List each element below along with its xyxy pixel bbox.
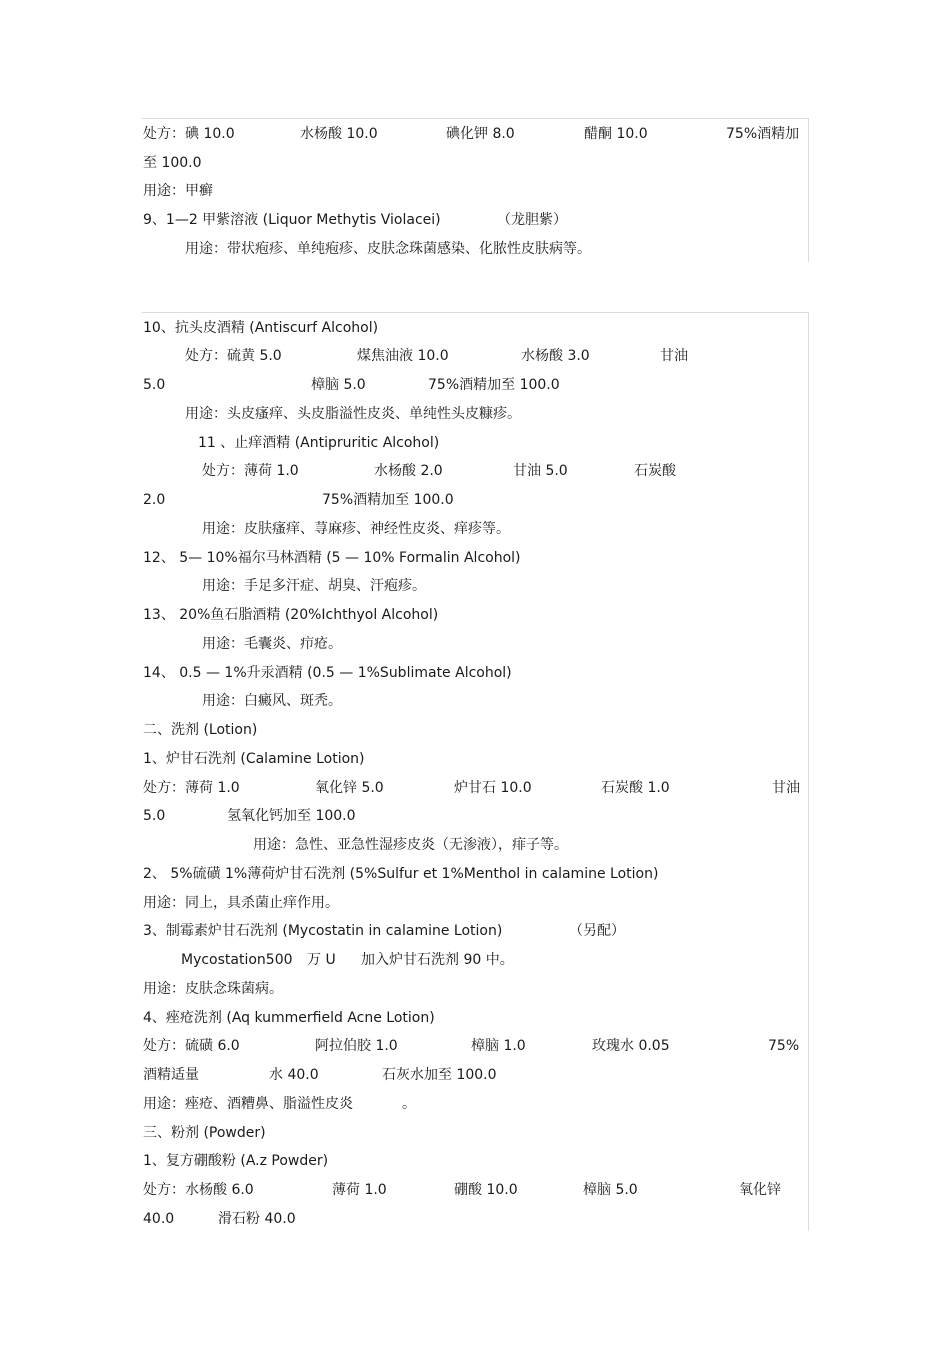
text-line: 用途：带状疱疹、单纯疱疹、皮肤念珠菌感染、化脓性皮肤病等。 <box>185 241 591 257</box>
text-line: 用途：痤疮、酒糟鼻、脂溢性皮炎 <box>143 1096 353 1112</box>
text-line: 氧化锌 <box>739 1182 781 1198</box>
text-line: 40.0 <box>143 1211 175 1227</box>
text-line: 10、抗头皮酒精 (Antiscurf Alcohol) <box>143 320 379 336</box>
text-line: 玫瑰水 0.05 <box>592 1038 670 1054</box>
text-line: 薄荷 1.0 <box>332 1182 387 1198</box>
text-line: 甘油 <box>772 780 800 796</box>
text-line: 滑石粉 40.0 <box>218 1211 296 1227</box>
text-line: 水杨酸 3.0 <box>521 348 590 364</box>
text-line: 75%酒精加 <box>726 126 800 142</box>
text-line: 处方：薄荷 1.0 <box>202 463 299 479</box>
text-line: 煤焦油液 10.0 <box>357 348 449 364</box>
text-line: 9、1—2 甲紫溶液 (Liquor Methytis Violacei) <box>143 212 441 228</box>
text-line: 用途：白癜风、斑秃。 <box>202 693 342 709</box>
text-line: 水杨酸 2.0 <box>374 463 443 479</box>
text-line: 硼酸 10.0 <box>454 1182 518 1198</box>
text-line: 氢氧化钙加至 100.0 <box>227 808 356 824</box>
text-line: 5.0 <box>143 377 166 393</box>
text-line: 。 <box>402 1096 416 1112</box>
text-line: 1、复方硼酸粉 (A.z Powder) <box>143 1153 329 1169</box>
text-line: 处方：水杨酸 6.0 <box>143 1182 254 1198</box>
text-line: 2、 5%硫磺 1%薄荷炉甘石洗剂 (5%Sulfur et 1%Menthol in calamine Lotion) <box>143 866 659 882</box>
text-line: （龙胆紫） <box>497 212 567 228</box>
text-line: 3、制霉素炉甘石洗剂 (Mycostatin in calamine Lotion) <box>143 923 503 939</box>
text-line: 醋酮 10.0 <box>584 126 648 142</box>
text-line: 氧化锌 5.0 <box>315 780 384 796</box>
text-line: 75% <box>768 1038 800 1054</box>
text-line: 1、炉甘石洗剂 (Calamine Lotion) <box>143 751 365 767</box>
text-line: 石炭酸 1.0 <box>601 780 670 796</box>
text-line: 用途：急性、亚急性湿疹皮炎（无渗液），痱子等。 <box>253 837 568 853</box>
text-line: 13、 20%鱼石脂酒精 (20%Ichthyol Alcohol) <box>143 607 439 623</box>
text-line: 用途：皮肤念珠菌病。 <box>143 981 283 997</box>
text-line: 水杨酸 10.0 <box>300 126 378 142</box>
text-line: 用途：毛囊炎、疖疮。 <box>202 636 342 652</box>
text-line: 樟脑 1.0 <box>471 1038 526 1054</box>
text-line: 甘油 5.0 <box>513 463 568 479</box>
text-line: 75%酒精加至 100.0 <box>322 492 454 508</box>
text-line: 处方：薄荷 1.0 <box>143 780 240 796</box>
text-line: 11 、止痒酒精 (Antipruritic Alcohol) <box>198 435 440 451</box>
text-line: 至 100.0 <box>143 155 202 171</box>
text-line: 樟脑 5.0 <box>583 1182 638 1198</box>
text-line: 甘油 <box>660 348 688 364</box>
text-line: 12、 5— 10%福尔马林酒精 (5 — 10% Formalin Alcohol) <box>143 550 521 566</box>
text-line: 处方：硫磺 6.0 <box>143 1038 240 1054</box>
text-line: 酒精适量 <box>143 1067 199 1083</box>
text-line: 75%酒精加至 100.0 <box>428 377 560 393</box>
text-line: 用途：甲癣 <box>143 183 213 199</box>
text-line: 用途：同上，具杀菌止痒作用。 <box>143 895 339 911</box>
text-line: 石灰水加至 100.0 <box>382 1067 497 1083</box>
text-line: 阿拉伯胶 1.0 <box>315 1038 398 1054</box>
text-line: 碘化钾 8.0 <box>446 126 515 142</box>
text-line: 水 40.0 <box>269 1067 319 1083</box>
text-line: 万 U <box>307 952 336 968</box>
text-line: 用途：皮肤瘙痒、荨麻疹、神经性皮炎、痒疹等。 <box>202 521 510 537</box>
text-line: 2.0 <box>143 492 166 508</box>
text-line: 14、 0.5 — 1%升汞酒精 (0.5 — 1%Sublimate Alcohol) <box>143 665 512 681</box>
text-line: 加入炉甘石洗剂 90 中。 <box>361 952 514 968</box>
text-line: 樟脑 5.0 <box>311 377 366 393</box>
text-line: 用途：头皮瘙痒、头皮脂溢性皮炎、单纯性头皮糠疹。 <box>185 406 521 422</box>
text-line: 5.0 <box>143 808 166 824</box>
text-line: 用途：手足多汗症、胡臭、汗疱疹。 <box>202 578 426 594</box>
text-line: Mycostation500 <box>181 952 293 968</box>
text-line: 二、洗剂 (Lotion) <box>143 722 258 738</box>
text-line: 处方：碘 10.0 <box>143 126 235 142</box>
text-line: 处方：硫黄 5.0 <box>185 348 282 364</box>
text-line: （另配） <box>569 923 625 939</box>
text-line: 4、痤疮洗剂 (Aq kummerfield Acne Lotion) <box>143 1010 435 1026</box>
text-line: 炉甘石 10.0 <box>454 780 532 796</box>
text-line: 三、粉剂 (Powder) <box>143 1125 266 1141</box>
text-line: 石炭酸 <box>634 463 676 479</box>
